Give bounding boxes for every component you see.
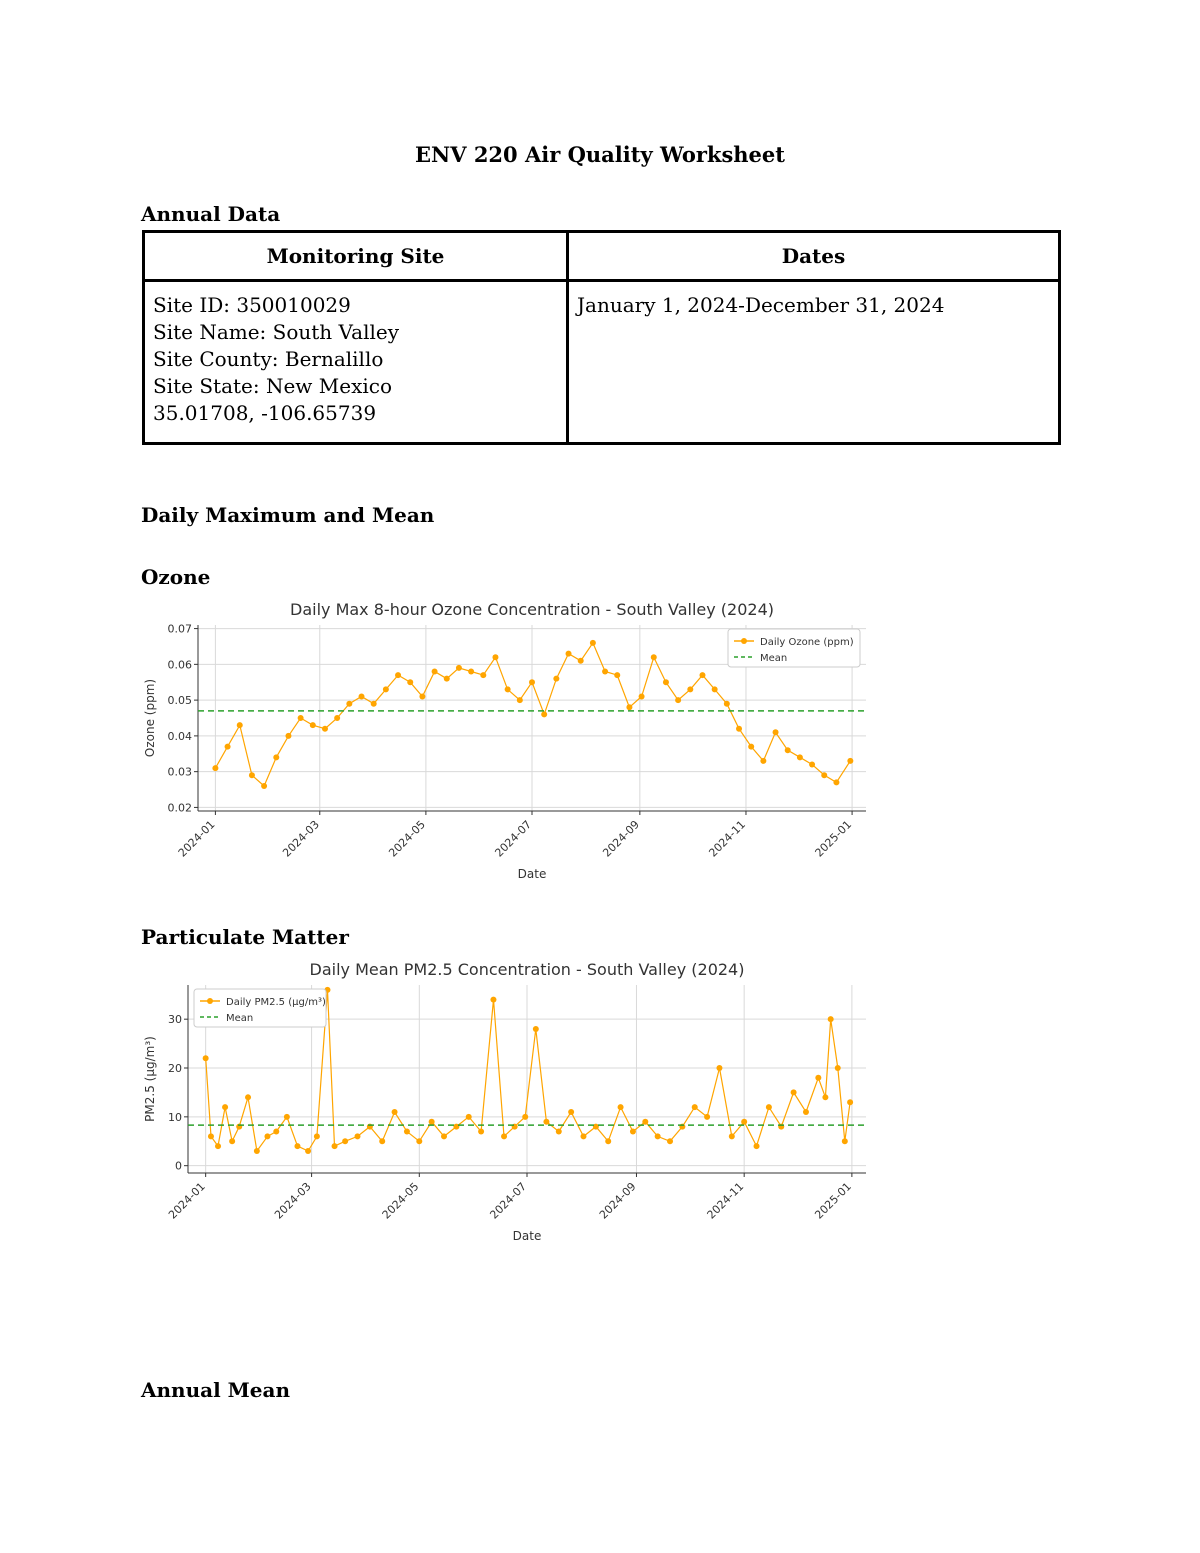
data-point bbox=[663, 679, 669, 685]
ozone-chart bbox=[140, 595, 880, 885]
x-tick-label: 2024-07 bbox=[492, 817, 535, 860]
x-tick-label: 2024-11 bbox=[704, 1179, 747, 1222]
x-tick-label: 2024-01 bbox=[166, 1179, 208, 1222]
site-details-cell bbox=[144, 281, 568, 444]
y-tick-label: 20 bbox=[168, 1062, 182, 1076]
data-point bbox=[835, 1065, 841, 1071]
data-point bbox=[785, 747, 791, 753]
data-point bbox=[821, 772, 827, 778]
y-tick-label: 0.04 bbox=[167, 729, 192, 743]
data-point bbox=[429, 1119, 435, 1125]
y-tick-label: 30 bbox=[168, 1013, 182, 1027]
data-point bbox=[346, 701, 352, 707]
data-point bbox=[803, 1109, 809, 1115]
particulate-heading: Particulate Matter bbox=[141, 925, 349, 949]
x-tick-label: 2025-01 bbox=[812, 1179, 854, 1222]
x-tick-label: 2024-01 bbox=[175, 817, 218, 860]
data-point bbox=[639, 694, 645, 700]
y-tick-label: 0.06 bbox=[167, 658, 192, 672]
data-point bbox=[517, 697, 523, 703]
y-tick-label: 10 bbox=[168, 1110, 182, 1124]
data-point bbox=[692, 1104, 698, 1110]
data-point bbox=[432, 669, 438, 675]
page-title: ENV 220 Air Quality Worksheet bbox=[415, 142, 785, 167]
site-name: Site Name: South Valley bbox=[153, 320, 400, 344]
y-tick-label: 0 bbox=[175, 1159, 182, 1173]
data-point bbox=[630, 1128, 636, 1134]
x-axis-label: Date bbox=[512, 1229, 542, 1243]
x-tick-label: 2024-07 bbox=[487, 1179, 530, 1222]
data-point bbox=[687, 686, 693, 692]
data-point bbox=[416, 1138, 422, 1144]
data-point bbox=[578, 658, 584, 664]
data-point bbox=[626, 704, 632, 710]
data-point bbox=[261, 783, 267, 789]
data-point bbox=[444, 676, 450, 682]
data-point bbox=[541, 711, 547, 717]
data-point bbox=[618, 1104, 624, 1110]
data-point bbox=[760, 758, 766, 764]
data-point bbox=[379, 1138, 385, 1144]
data-point bbox=[305, 1148, 311, 1154]
data-point bbox=[773, 729, 779, 735]
data-point bbox=[404, 1128, 410, 1134]
data-point bbox=[736, 726, 742, 732]
data-point bbox=[468, 669, 474, 675]
data-point bbox=[285, 733, 291, 739]
data-point bbox=[529, 679, 535, 685]
x-tick-label: 2024-05 bbox=[379, 1179, 422, 1222]
legend-series-marker bbox=[207, 998, 213, 1004]
data-point bbox=[237, 722, 243, 728]
data-point bbox=[847, 1099, 853, 1105]
monitoring-site-header: Monitoring Site bbox=[144, 232, 568, 281]
data-point bbox=[245, 1094, 251, 1100]
data-point bbox=[651, 654, 657, 660]
x-tick-label: 2024-09 bbox=[596, 1179, 639, 1222]
data-point bbox=[724, 701, 730, 707]
x-tick-label: 2024-03 bbox=[280, 817, 322, 860]
y-tick-label: 0.03 bbox=[167, 765, 192, 779]
data-point bbox=[392, 1109, 398, 1115]
data-point bbox=[842, 1138, 848, 1144]
data-point bbox=[273, 1128, 279, 1134]
data-point bbox=[355, 1133, 361, 1139]
data-point bbox=[543, 1119, 549, 1125]
annual-mean-heading: Annual Mean bbox=[141, 1378, 291, 1402]
legend-box bbox=[728, 629, 860, 667]
data-point bbox=[310, 722, 316, 728]
data-point bbox=[704, 1114, 710, 1120]
data-point bbox=[847, 758, 853, 764]
table-row bbox=[144, 281, 1060, 444]
data-point bbox=[480, 672, 486, 678]
daily-max-mean-heading: Daily Maximum and Mean bbox=[141, 503, 435, 527]
data-point bbox=[568, 1109, 574, 1115]
dates-header: Dates bbox=[568, 232, 1060, 281]
data-point bbox=[655, 1133, 661, 1139]
data-point bbox=[642, 1119, 648, 1125]
legend-series-marker bbox=[741, 638, 747, 644]
chart-title: Daily Max 8-hour Ozone Concentration - South Valley (2024) bbox=[290, 600, 774, 619]
data-point bbox=[225, 744, 231, 750]
data-point bbox=[298, 715, 304, 721]
data-point bbox=[371, 701, 377, 707]
data-point bbox=[419, 694, 425, 700]
data-point bbox=[833, 779, 839, 785]
site-coordinates: 35.01708, -106.65739 bbox=[153, 401, 377, 425]
data-point bbox=[222, 1104, 228, 1110]
data-point bbox=[407, 679, 413, 685]
dates-cell: January 1, 2024-December 31, 2024 bbox=[568, 281, 1060, 444]
data-point bbox=[797, 754, 803, 760]
data-point bbox=[466, 1114, 472, 1120]
data-point bbox=[254, 1148, 260, 1154]
chart-title: Daily Mean PM2.5 Concentration - South Valley (2024) bbox=[309, 960, 745, 979]
x-tick-label: 2025-01 bbox=[812, 817, 855, 860]
data-point bbox=[766, 1104, 772, 1110]
x-tick-label: 2024-05 bbox=[386, 817, 429, 860]
data-point bbox=[605, 1138, 611, 1144]
data-point bbox=[553, 676, 559, 682]
data-point bbox=[215, 1143, 221, 1149]
site-county: Site County: Bernalillo bbox=[153, 347, 384, 371]
legend-mean-label: Mean bbox=[226, 1013, 254, 1024]
data-point bbox=[492, 654, 498, 660]
data-point bbox=[273, 754, 279, 760]
data-point bbox=[203, 1055, 209, 1061]
data-point bbox=[322, 726, 328, 732]
data-point bbox=[490, 997, 496, 1003]
data-point bbox=[602, 669, 608, 675]
data-point bbox=[667, 1138, 673, 1144]
data-point bbox=[456, 665, 462, 671]
x-tick-label: 2024-11 bbox=[706, 817, 749, 860]
annual-data-heading: Annual Data bbox=[141, 202, 281, 226]
data-point bbox=[383, 686, 389, 692]
data-point bbox=[791, 1089, 797, 1095]
site-info-table bbox=[142, 230, 1061, 445]
data-point bbox=[395, 672, 401, 678]
data-point bbox=[699, 672, 705, 678]
legend-mean-label: Mean bbox=[760, 653, 788, 664]
data-point bbox=[342, 1138, 348, 1144]
data-point bbox=[314, 1133, 320, 1139]
data-point bbox=[754, 1143, 760, 1149]
y-tick-label: 0.02 bbox=[167, 801, 192, 815]
data-point bbox=[505, 686, 511, 692]
data-point bbox=[441, 1133, 447, 1139]
data-point bbox=[249, 772, 255, 778]
y-tick-label: 0.05 bbox=[167, 694, 192, 708]
data-point bbox=[284, 1114, 290, 1120]
y-axis-label: Ozone (ppm) bbox=[143, 678, 157, 758]
table-header-row bbox=[144, 232, 1060, 281]
ozone-heading: Ozone bbox=[141, 565, 211, 589]
data-point bbox=[556, 1128, 562, 1134]
data-point bbox=[212, 765, 218, 771]
legend-series-label: Daily PM2.5 (µg/m³) bbox=[226, 997, 326, 1008]
x-axis-label: Date bbox=[517, 867, 547, 881]
data-point bbox=[809, 762, 815, 768]
data-point bbox=[822, 1094, 828, 1100]
data-point bbox=[264, 1133, 270, 1139]
y-tick-label: 0.07 bbox=[167, 622, 192, 636]
data-point bbox=[229, 1138, 235, 1144]
data-point bbox=[208, 1133, 214, 1139]
data-point bbox=[501, 1133, 507, 1139]
legend-series-label: Daily Ozone (ppm) bbox=[760, 637, 854, 648]
data-point bbox=[828, 1016, 834, 1022]
data-point bbox=[359, 694, 365, 700]
data-point bbox=[566, 651, 572, 657]
legend-box bbox=[194, 989, 326, 1027]
data-point bbox=[478, 1128, 484, 1134]
data-point bbox=[332, 1143, 338, 1149]
data-point bbox=[522, 1114, 528, 1120]
data-point bbox=[294, 1143, 300, 1149]
data-point bbox=[675, 697, 681, 703]
data-point bbox=[581, 1133, 587, 1139]
data-point bbox=[712, 686, 718, 692]
data-point bbox=[334, 715, 340, 721]
data-point bbox=[748, 744, 754, 750]
data-point bbox=[741, 1119, 747, 1125]
x-tick-label: 2024-03 bbox=[272, 1179, 314, 1222]
data-point bbox=[590, 640, 596, 646]
pm25-chart bbox=[140, 955, 880, 1245]
data-point bbox=[533, 1026, 539, 1032]
site-state: Site State: New Mexico bbox=[153, 374, 393, 398]
site-id: Site ID: 350010029 bbox=[153, 293, 351, 317]
data-point bbox=[716, 1065, 722, 1071]
data-point bbox=[815, 1075, 821, 1081]
data-point bbox=[614, 672, 620, 678]
x-tick-label: 2024-09 bbox=[600, 817, 642, 860]
y-axis-label: PM2.5 (µg/m³) bbox=[143, 1036, 157, 1122]
data-point bbox=[729, 1133, 735, 1139]
